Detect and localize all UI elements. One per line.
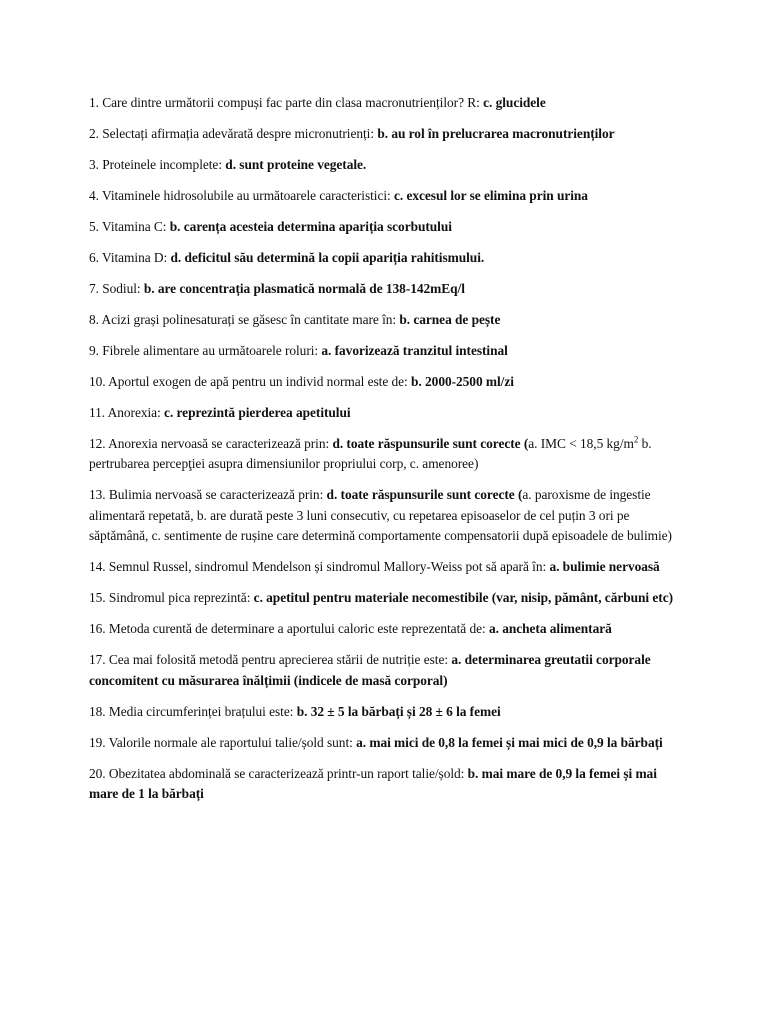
question-text: 12. Anorexia nervoasă se caracterizează prin: [89,436,333,451]
answer-detail-continued: b. pertrubarea percepţiei asupra dimensiunilor propriului corp, c. amenoree) [89,436,652,472]
answer-text: a. determinarea greutatii corporale concomitent cu măsurarea înălțimii (indicele de masă corporal) [89,652,651,688]
answer-text: c. apetitul pentru materiale necomestibile (var, nisip, pământ, cărbuni etc) [253,590,673,606]
question-text: 15. Sindromul pica reprezintă: [89,590,254,606]
question-item-6 [89,248,689,268]
question-text: 7. Sodiul: [89,281,144,296]
answer-text: d. deficitul său determină la copii apariția rahitismului. [170,250,485,265]
question-text: 16. Metoda curentă de determinare a aportului caloric este reprezentată de: [89,621,489,637]
answer-text: b. are concentrația plasmatică normală de 138-142mEq/l [143,281,465,296]
question-text: 17. Cea mai folosită metodă pentru aprecierea stării de nutriție este: [89,652,452,668]
answer-text: d. toate răspunsurile sunt corecte ( [332,436,529,451]
question-item-16 [89,619,689,639]
question-item-20 [89,764,689,805]
question-list [89,93,689,815]
question-text: 9. Fibrele alimentare au următoarele roluri: [89,343,322,358]
answer-text: b. carența acesteia determina apariția scorbutului [169,219,452,234]
question-item-19 [89,733,689,753]
question-text: 3. Proteinele incomplete: [89,157,226,172]
question-item-5 [89,217,689,237]
question-item-1 [89,93,689,113]
question-item-18 [89,702,689,722]
question-text: 18. Media circumferinței brațului este: [89,703,297,719]
answer-text: b. carnea de pește [399,312,501,327]
question-text: 4. Vitaminele hidrosolubile au următoarele caracteristici: [89,188,394,203]
question-item-3 [89,155,689,175]
question-text: 8. Acizi grași polinesaturați se găsesc în cantitate mare în: [89,312,400,327]
question-text: 10. Aportul exogen de apă pentru un individ normal este de: [89,374,412,389]
question-item-8 [89,310,689,330]
question-text: 13. Bulimia nervoasă se caracterizează prin: [89,487,327,503]
question-item-7 [89,279,689,299]
question-text: 19. Valorile normale ale raportului talie/șold sunt: [89,734,357,750]
answer-text: a. favorizează tranzitul intestinal [321,343,508,358]
question-text: 2. Selectați afirmația adevărată despre micronutrienți: [89,126,378,141]
superscript: 2 [633,434,639,445]
answer-text: c. excesul lor se elimina prin urina [393,188,588,203]
question-item-11 [89,403,689,423]
answer-text: d. sunt proteine vegetale. [225,157,367,172]
question-item-13 [89,485,689,546]
question-text: 1. Care dintre următorii compuși fac parte din clasa macronutrienților? R: [89,95,484,110]
answer-text: a. bulimie nervoasă [549,559,660,575]
answer-text: c. glucidele [483,95,546,110]
answer-text: a. ancheta alimentară [488,621,612,637]
question-item-2 [89,124,689,144]
question-item-9 [89,341,689,361]
question-item-17 [89,650,689,691]
answer-text: b. au rol în prelucrarea macronutrienților [377,126,615,141]
question-item-12 [89,434,689,475]
answer-detail: a. paroxisme de ingestie alimentară repetată, b. are durată peste 3 luni consecutiv, cu repetarea episoaselor de cel puțin 3 ori pe săptămână, c. sentimente de rușine care determină comportamente compensatorii după episoadele de bulimie) [89,487,672,544]
answer-text: a. mai mici de 0,8 la femei și mai mici de 0,9 la bărbați [356,734,663,750]
question-item-10 [89,372,689,392]
answer-detail: a. IMC < 18,5 kg/m [528,436,634,451]
question-text: 20. Obezitatea abdominală se caracterizează printr-un raport talie/șold: [89,765,468,781]
answer-text: b. mai mare de 0,9 la femei și mai mare de 1 la bărbați [89,765,657,802]
question-text: 5. Vitamina C: [89,219,170,234]
answer-text: b. 2000-2500 ml/zi [411,374,514,389]
answer-text: d. toate răspunsurile sunt corecte ( [326,487,523,503]
question-item-4 [89,186,689,206]
question-text: 14. Semnul Russel, sindromul Mendelson și sindromul Mallory-Weiss pot să apară în: [89,559,550,575]
question-text: 6. Vitamina D: [89,250,171,265]
question-text: 11. Anorexia: [89,405,165,420]
question-item-15 [89,588,689,608]
answer-text: b. 32 ± 5 la bărbați și 28 ± 6 la femei [296,703,501,719]
question-item-14 [89,557,689,577]
answer-text: c. reprezintă pierderea apetitului [164,405,351,420]
